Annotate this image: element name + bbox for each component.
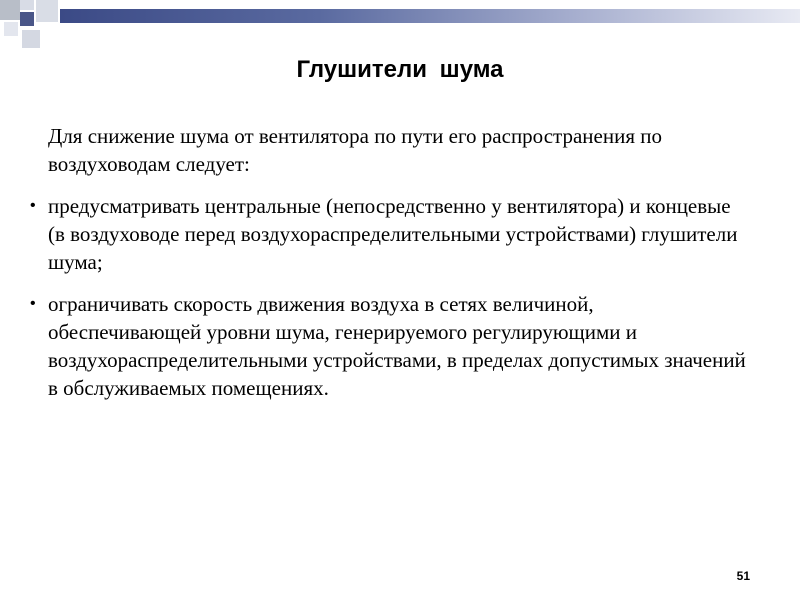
bullet-icon: • xyxy=(30,295,36,312)
decor-square xyxy=(0,0,20,20)
header-gradient-bar xyxy=(60,9,800,23)
decor-square xyxy=(4,22,18,36)
slide-title: Глушители шума xyxy=(296,56,504,83)
bullet-text: предусматривать центральные (непосредственно у вентилятора) и концевые (в воздуховоде перед воздухораспределительными устройствами) глушители шума; xyxy=(48,194,738,274)
intro-paragraph: Для снижение шума от вентилятора по пути его распространения по воздуховодам следует: xyxy=(48,124,662,176)
bullet-text: ограничивать скорость движения воздуха в сетях величиной, обеспечивающей уровни шума, генерируемого регулирующими и воздухораспределительными устройствами, в пределах допустимых значений в обслуживаемых помещениях. xyxy=(48,292,746,400)
decor-square xyxy=(20,12,34,26)
decor-square xyxy=(20,0,34,10)
page-number: 51 xyxy=(736,569,750,583)
bullet-icon: • xyxy=(30,197,36,214)
bullet-list xyxy=(30,192,750,402)
slide-body xyxy=(30,122,750,416)
decor-square xyxy=(22,30,40,48)
bullet-item xyxy=(30,192,750,276)
bullet-item xyxy=(30,290,750,402)
decor-square xyxy=(36,0,58,22)
